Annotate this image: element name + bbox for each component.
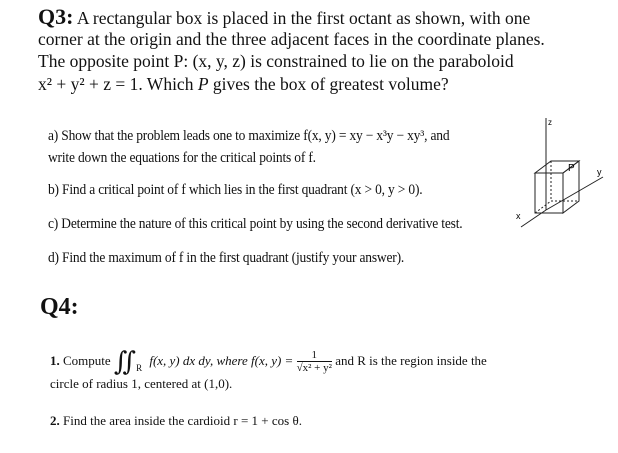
q4-item1-line1 bbox=[50, 349, 487, 376]
fraction-denominator: √x² + y² bbox=[296, 362, 332, 374]
q4-item1-integrand: f(x, y) dx dy, where f(x, y) = bbox=[149, 352, 294, 368]
x-axis-label: x bbox=[516, 211, 521, 221]
integral-region: R bbox=[136, 362, 143, 373]
q3-constraint: x² + y² + z = 1. Which bbox=[38, 74, 198, 94]
y-axis bbox=[546, 177, 603, 210]
q3-point-var: P bbox=[197, 74, 209, 94]
q3-text-line1: A rectangular box is placed in the first octant as shown, with one bbox=[76, 8, 531, 28]
q3-part-d: d) Find the maximum of f in the first quadrant (justify your answer). bbox=[48, 250, 405, 266]
y-axis-label: y bbox=[597, 167, 602, 177]
q3-part-c: c) Determine the nature of this critical point by using the second derivative test. bbox=[48, 216, 463, 232]
box-figure bbox=[513, 115, 613, 235]
q4-item2 bbox=[50, 413, 302, 429]
q4-item2-number: 2. bbox=[50, 413, 60, 428]
q4-label: Q4: bbox=[40, 294, 79, 320]
q3-part-a-line1: a) Show that the problem leads one to maximize f(x, y) = xy − x³y − xy³, and bbox=[48, 128, 450, 144]
q4-item1-fraction bbox=[297, 349, 332, 375]
z-axis-label: z bbox=[548, 118, 552, 127]
q3-part-b: b) Find a critical point of f which lies in the first quadrant (x > 0, y > 0). bbox=[48, 182, 423, 198]
point-p-label: P bbox=[568, 163, 575, 174]
q3-question: gives the box of greatest volume? bbox=[208, 74, 449, 94]
q4-item2-text: Find the area inside the cardioid r = 1 + cos θ. bbox=[63, 413, 302, 428]
q4-item1-line2: circle of radius 1, centered at (1,0). bbox=[50, 376, 233, 391]
q3-text-line4 bbox=[38, 74, 449, 95]
fraction-numerator: 1 bbox=[297, 349, 332, 362]
box-front-face bbox=[535, 173, 563, 213]
q3-heading-line bbox=[38, 6, 530, 29]
q4-item1-number: 1. bbox=[50, 352, 60, 368]
q4-item1-pre: Compute bbox=[63, 352, 111, 368]
q3-text-line2: corner at the origin and the three adjacent faces in the coordinate planes. bbox=[38, 29, 545, 49]
q3-part-a-line2: write down the equations for the critical points of f. bbox=[48, 150, 316, 166]
q4-item1-post: and R is the region inside the bbox=[335, 352, 487, 368]
q3-label: Q3: bbox=[38, 4, 74, 29]
q3-text-line3: The opposite point P: (x, y, z) is constrained to lie on the paraboloid bbox=[38, 51, 514, 71]
box-hidden-edge bbox=[535, 201, 551, 213]
double-integral-icon: ∬ bbox=[113, 347, 137, 376]
